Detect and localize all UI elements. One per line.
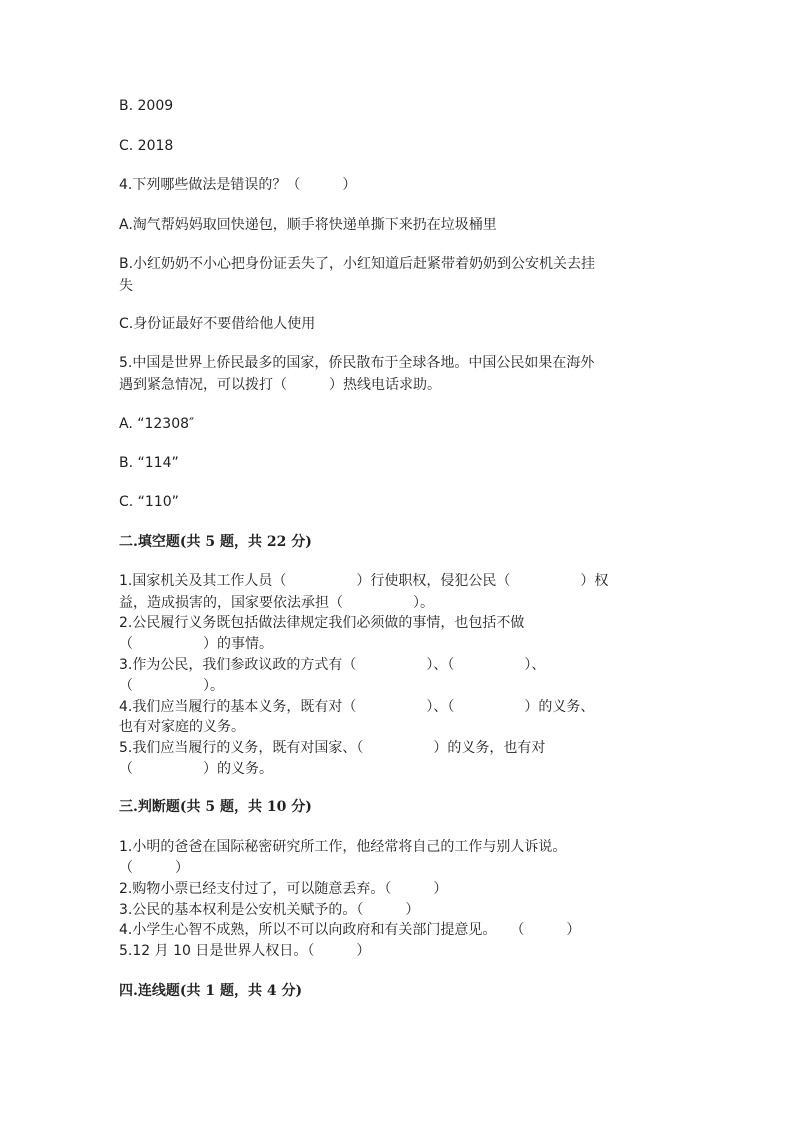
fill-in-5-continued: （ ）的义务。 xyxy=(119,761,273,777)
fill-in-2-continued: （ ）的事情。 xyxy=(119,636,273,652)
fill-in-3: 3.作为公民，我们参政议政的方式有（ ）、（ ）、 xyxy=(119,657,546,673)
question-4-option-b: B.小红奶奶不小心把身份证丢失了，小红知道后赶紧带着奶奶到公安机关去挂 xyxy=(119,256,596,272)
fill-in-2: 2.公民履行义务既包括做法律规定我们必须做的事情，也包括不做 xyxy=(119,615,525,631)
question-5-continued: 遇到紧急情况，可以拨打（ ）热线电话求助。 xyxy=(119,377,441,393)
section-fill-in-heading: 二.填空题(共 5 题，共 22 分) xyxy=(119,534,312,550)
fill-in-1: 1.国家机关及其工作人员（ ）行使职权，侵犯公民（ ）权 xyxy=(119,573,609,589)
true-false-4: 4.小学生心智不成熟，所以不可以向政府和有关部门提意见。 （ ） xyxy=(119,922,581,938)
fill-in-4: 4.我们应当履行的基本义务，既有对（ ）、（ ）的义务、 xyxy=(119,699,595,715)
question-4-option-a: A.淘气帮妈妈取回快递包，顺手将快递单撕下来扔在垃圾桶里 xyxy=(119,217,497,233)
question-5-option-c: C. “110” xyxy=(119,494,179,510)
question-5-option-a: A. “12308″ xyxy=(119,416,195,432)
question-5-option-b: B. “114” xyxy=(119,455,179,471)
fill-in-3-continued: （ ）。 xyxy=(119,678,224,694)
fill-in-1-continued: 益，造成损害的，国家要依法承担（ ）。 xyxy=(119,595,434,611)
question-4-option-c: C.身份证最好不要借给他人使用 xyxy=(119,316,316,332)
fill-in-4-continued: 也有对家庭的义务。 xyxy=(119,719,245,735)
true-false-1-continued: （ ） xyxy=(119,860,189,876)
true-false-2: 2.购物小票已经支付过了，可以随意丢弃。（ ） xyxy=(119,881,448,897)
option-b-2009: B. 2009 xyxy=(119,98,174,114)
section-matching-heading: 四.连线题(共 1 题，共 4 分) xyxy=(119,983,303,999)
option-c-2018: C. 2018 xyxy=(119,138,174,154)
question-4-option-b-continued: 失 xyxy=(119,278,133,294)
true-false-3: 3.公民的基本权利是公安机关赋予的。（ ） xyxy=(119,902,420,918)
question-5: 5.中国是世界上侨民最多的国家，侨民散布于全球各地。中国公民如果在海外 xyxy=(119,355,595,371)
question-4: 4.下列哪些做法是错误的？（ ） xyxy=(119,177,357,193)
true-false-5: 5.12 月 10 日是世界人权日。（ ） xyxy=(119,943,371,959)
section-true-false-heading: 三.判断题(共 5 题，共 10 分) xyxy=(119,799,312,815)
true-false-1: 1.小明的爸爸在国际秘密研究所工作，他经常将自己的工作与别人诉说。 xyxy=(119,839,567,855)
fill-in-5: 5.我们应当履行的义务，既有对国家、（ ）的义务，也有对 xyxy=(119,740,546,756)
